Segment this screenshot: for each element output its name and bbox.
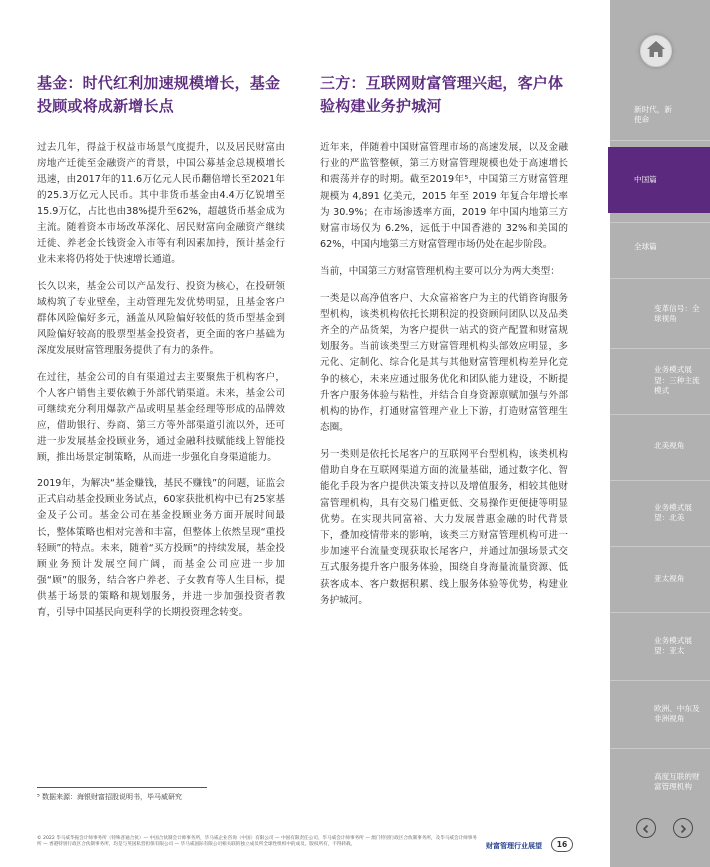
divider (610, 140, 710, 141)
sidebar-item-north-america[interactable]: 北美视角 (654, 440, 685, 450)
footnote: ⁵ 数据来源：海银财富招股说明书，毕马威研究 (37, 793, 183, 801)
paragraph: 2019年，为解决“基金赚钱，基民不赚钱”的问题，证监会正式启动基金投顾业务试点，60家获批机构中已有25家基金及子公司。基金公司在基金投顾业务方面开展时间最长，整体策略也相对完善和丰富，但整体上依然呈现“重投轻顾”的特点。未来，随着“买方投顾”的持续发展，基金投顾业务预计发展空间广阔，而基金公司应进一步加强“顾”的服务，结合客户养老、子女教育等人生目标，提供基于场景的策略和规划服务，并进一步加强投资者教育，引导中国基民向更科学的长期投资理念转变。 (37, 478, 285, 618)
paragraph: 近年来，伴随着中国财富管理市场的高速发展，以及金融行业的严监管整顿，第三方财富管理规模也处于高速增长和震荡并存的时期。截至2019年⁵，中国第三方财富管理规模为 4,891 亿美元，2015 年至 2019 年复合年增长率为 30.9%；在市场渗透率方面，2019 年中国内地第三方财富市场仅为 6.2%，远低于中国香港的 32%和美国的 62%，中国内地第三方财富管理市场仍处在起步阶段。 (320, 142, 568, 251)
report-title: 财富管理行业展望 (486, 842, 542, 850)
divider (610, 748, 710, 749)
sidebar-item-new-era[interactable]: 新时代，新使命 (634, 104, 672, 124)
footnote-divider (37, 787, 207, 788)
home-button[interactable] (640, 35, 672, 67)
divider (610, 546, 710, 547)
page-number: 16 (551, 837, 573, 852)
left-column (37, 72, 285, 631)
sidebar-item-global[interactable]: 全球篇 (634, 241, 657, 251)
sidebar-item-business-model-mainstream[interactable]: 业务模式展望：三种主流模式 (654, 365, 700, 396)
paragraph: 另一类则是依托长尾客户的互联网平台型机构，该类机构借助自身在互联网渠道方面的流量基础，通过数字化、智能化手段为客户提供决策支持以及增值服务，相较其他财富管理机构，具有交易门槛更低、交易操作更便捷等明显优势。在实现共同富裕、大力发展普惠金融的时代背景下，叠加疫情带来的影响，该类三方财富管理机构可进一步加速平台流量变现获取长尾客户，并通过加强场景式交互式服务提升客户服务体验，围绕自身海量流量资源、低获客成本、客户数据积累、线上服务体验等优势，构建业务护城河。 (320, 448, 568, 606)
divider (610, 612, 710, 613)
prev-page-button[interactable] (636, 818, 656, 838)
divider (610, 278, 710, 279)
home-icon (646, 40, 666, 62)
paragraph: 过去几年，得益于权益市场景气度提升，以及居民财富由房地产迁徙至金融资产的背景，中国公募基金总规模增长迅速，由2017年的11.6万亿元人民币翻倍增长至2021年的25.3万亿元人民币。其中非货币基金由4.4万亿锐增至15.9万亿，占比也由38%提升至62%，超越货币基金成为主流。随着资本市场改革深化、居民财富向金融资产继续迁徙、养老金长钱资金入市等有利因素加持，预计基金行业未来将仍将处于快速增长通道。 (37, 142, 285, 266)
section-heading-funds: 基金：时代红利加速规模增长，基金投顾或将成新增长点 (37, 74, 281, 115)
paragraph: 一类是以高净值客户、大众富裕客户为主的代销咨询服务型机构，该类机构依托长期积淀的投资顾问团队以及品类齐全的产品货架，为客户提供一站式的资产配置和财富规划服务。当前该类型三方财富管理机构头部效应明显，多元化、定制化、综合化是其与其他财富管理机构差异化竞争的核心，未来应通过服务优化和团队能力建设，不断提升客户服务体验与粘性，并结合自身资源禀赋加强与外部机构的协作，打通财富管理产业上下游，打造财富管理生态圈。 (320, 292, 568, 434)
chevron-left-icon (641, 819, 651, 838)
sidebar-item-emea[interactable]: 欧洲、中东及非洲视角 (654, 703, 700, 723)
chevron-right-icon (678, 819, 688, 838)
divider (610, 222, 710, 223)
sidebar-item-business-model-apac[interactable]: 业务模式展望：亚太 (654, 635, 692, 655)
divider (610, 480, 710, 481)
divider (610, 414, 710, 415)
divider (610, 348, 710, 349)
divider (610, 680, 710, 681)
sidebar-nav (610, 0, 710, 867)
next-page-button[interactable] (673, 818, 693, 838)
paragraph: 长久以来，基金公司以产品发行、投资为核心，在投研领域构筑了专业壁垒，主动管理先发优势明显，且基金客户群体风险偏好多元，涵盖从风险偏好较低的货币型基金到风险偏好较高的股票型基金投资者，更全面的客户基础为深度发展财富管理服务提供了有力的条件。 (37, 280, 285, 357)
sidebar-item-asia-pacific[interactable]: 亚太视角 (654, 573, 685, 583)
right-column (320, 72, 568, 619)
paragraph: 在过往，基金公司的自有渠道过去主要聚焦于机构客户，个人客户销售主要依赖于外部代销渠道。未来，基金公司可继续充分利用爆款产品或明星基金经理等形成的品牌效应，借助银行、券商、第三方等外部渠道引流以外，还可进一步发展基金投顾业务，通过金融科技赋能线上智能投顾，推出场景定制策略，从而进一步强化自身渠道能力。 (37, 371, 285, 463)
sidebar-item-connected-firms[interactable]: 高度互联的财富管理机构 (654, 771, 700, 791)
sidebar-item-china[interactable]: 中国篇 (608, 147, 710, 213)
legal-notice: © 2022 毕马威华振会计师事务所（特殊普通合伙）— 中国合伙制会计师事务所，毕马威企业咨询（中国）有限公司 — 中国有限责任公司，毕马威会计师事务所 — 澳门特别行政区合伙制事务所，及毕马威会计师事务所 — 香港特别行政区合伙制事务所，均是与英国私营担保有限公司 — 毕马威国际有限公司相关联的独立成员所全球性组织中的成员。版权所有，不得转载。 (37, 836, 477, 848)
sidebar-item-business-model-na[interactable]: 业务模式展望：北美 (654, 502, 692, 522)
paragraph: 当前，中国第三方财富管理机构主要可以分为两大类型： (320, 265, 560, 277)
section-heading-third-party: 三方：互联网财富管理兴起，客户体验构建业务护城河 (320, 74, 564, 115)
sidebar-item-change-signals[interactable]: 变革信号：全球视角 (654, 303, 700, 323)
